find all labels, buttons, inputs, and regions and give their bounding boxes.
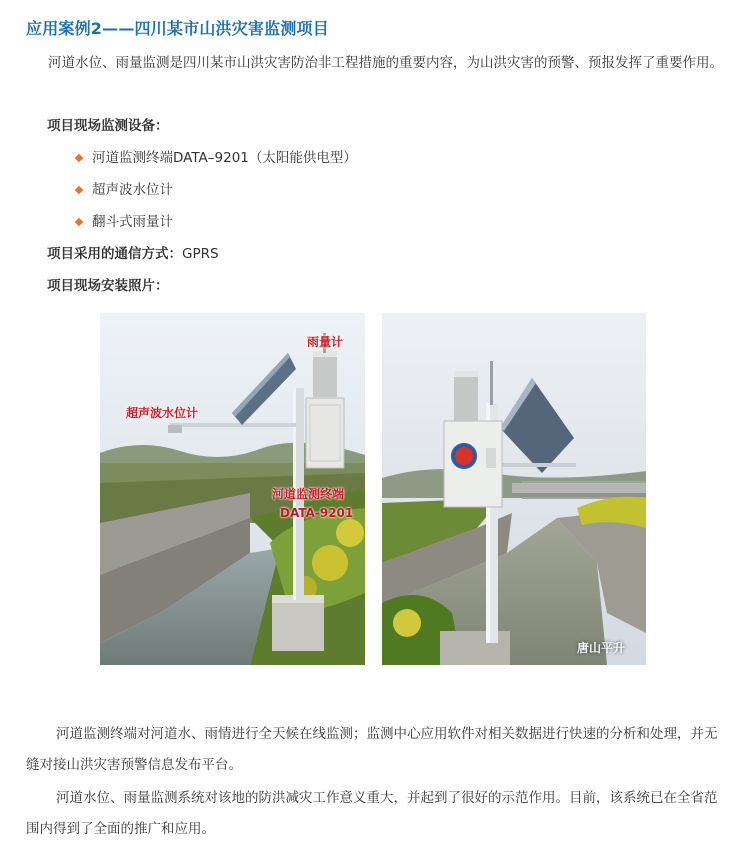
brand-caption: 唐山平升 [577, 641, 626, 655]
photo-right-illustration [382, 313, 646, 665]
outro-paragraph-1: 河道监测终端对河道水、雨情进行全天候在线监测；监测中心应用软件对相关数据进行快速的分析和处理，并无缝对接山洪灾害预警信息发布平台。 [26, 726, 718, 773]
list-item-label: 超声波水位计 [92, 182, 173, 198]
terminal-caption: 河道监测终端 [272, 487, 345, 501]
comm-label: 项目采用的通信方式：GPRS [47, 246, 219, 262]
diamond-bullet-icon [75, 218, 83, 226]
installation-photo-left [100, 313, 365, 665]
page-title: 应用案例2——四川某市山洪灾害监测项目 [26, 19, 329, 38]
list-item [76, 174, 357, 206]
ultrasonic-caption: 超声波水位计 [126, 406, 199, 420]
diamond-bullet-icon [75, 186, 83, 194]
photos-label: 项目现场安装照片： [47, 278, 169, 294]
outro-paragraph-2: 河道水位、雨量监测系统对该地的防洪减灾工作意义重大，并起到了很好的示范作用。目前，该系统已在全省范围内得到了全面的推广和应用。 [26, 790, 718, 837]
intro-paragraph: 河道水位、雨量监测是四川某市山洪灾害防治非工程措施的重要内容，为山洪灾害的预警、预报发挥了重要作用。 [48, 55, 723, 71]
diamond-bullet-icon [75, 154, 83, 162]
comm-value: GPRS [182, 246, 219, 262]
equipment-label: 项目现场监测设备： [47, 118, 169, 134]
installation-photo-right [382, 313, 646, 665]
equipment-list [76, 142, 357, 238]
list-item [76, 206, 357, 238]
rain-gauge-caption: 雨量计 [307, 335, 344, 349]
list-item-label: 河道监测终端DATA–9201（太阳能供电型） [92, 150, 357, 166]
list-item-label: 翻斗式雨量计 [92, 214, 173, 230]
terminal-model-caption: DATA-9201 [280, 506, 354, 520]
list-item [76, 142, 357, 174]
